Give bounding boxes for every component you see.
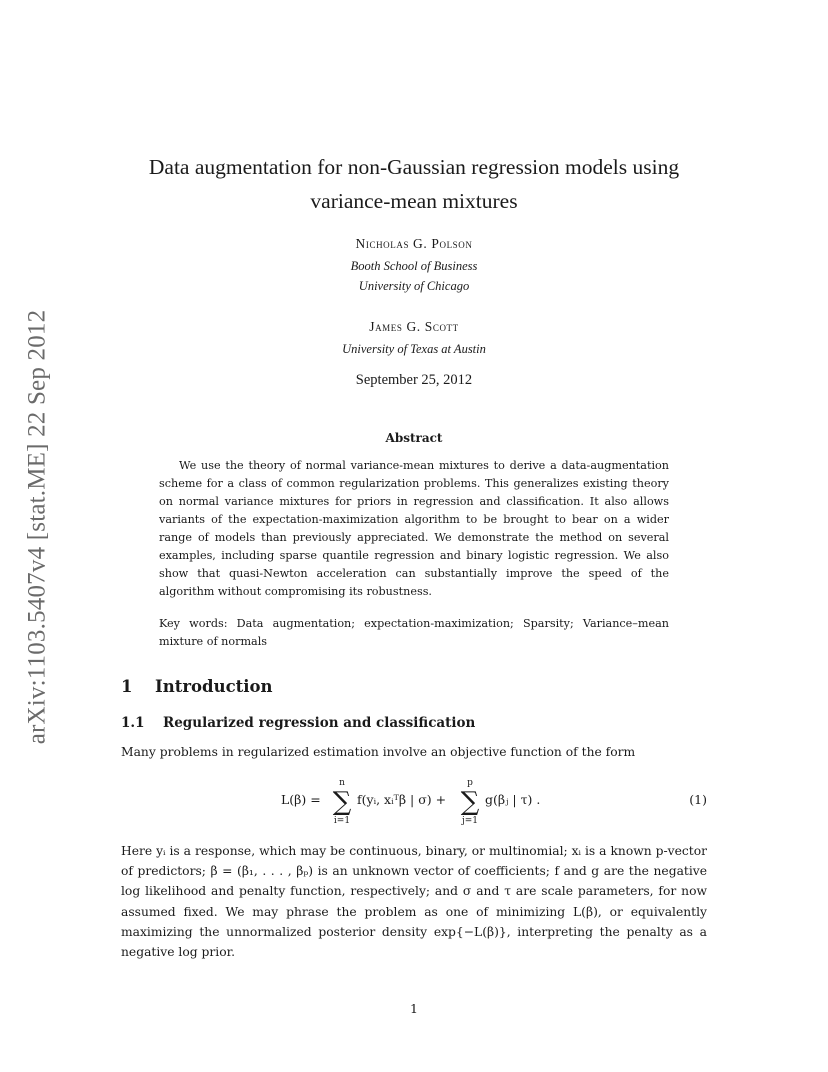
summation-2 — [455, 778, 485, 826]
section-heading — [121, 677, 273, 696]
title-line-1: Data augmentation for non-Gaussian regression models using — [148, 155, 680, 179]
arxiv-sidebar-stamp — [22, 288, 52, 766]
abstract-text: We use the theory of normal variance-mean mixtures to derive a data-augmentation scheme for a class of common regularization problems. This generalizes existing theory on normal variance mixtures for priors in regression and classification. It also allows variants of the expectation-maximization algorithm to be brought to bear on a wider range of models than previously appreciated. We demonstrate the method on several examples, including sparse quantile regression and binary logistic regression. We also show that quasi-Newton acceleration can substantially improve the speed of the algorithm without compromising its robustness. — [159, 459, 669, 598]
arxiv-id-label: arXiv:1103.5407v4 [stat.ME] 22 Sep 2012 — [23, 309, 51, 745]
title-line-2: variance-mean mixtures — [310, 189, 518, 213]
author-2-name: James G. Scott — [369, 319, 459, 334]
sigma-2: ∑ — [460, 787, 480, 817]
summation-1 — [327, 778, 357, 826]
keywords: Key words: Data augmentation; expectation-maximization; Sparsity; Variance–mean mixture of normals — [159, 617, 669, 648]
lead-sentence: Many problems in regularized estimation involve an objective function of the form — [121, 745, 636, 759]
equation-term-2: g(βⱼ | τ) . — [485, 792, 541, 807]
author-1-affiliation-1: Booth School of Business — [350, 259, 478, 273]
author-2-affiliation-1: University of Texas at Austin — [342, 342, 486, 356]
subsection-heading — [121, 715, 475, 731]
subsection-title: Regularized regression and classification — [163, 715, 476, 731]
sum-2-lower-limit: j=1 — [461, 816, 479, 826]
equation-term-1: f(yᵢ, xᵢᵀβ | σ) + — [357, 792, 447, 807]
equation-lhs: L(β) = — [281, 792, 321, 807]
subsection-number: 1.1 — [121, 715, 145, 731]
paper-date: September 25, 2012 — [355, 372, 473, 388]
sum-1-lower-limit: i=1 — [333, 816, 351, 826]
paper-title — [121, 150, 707, 218]
abstract-heading: Abstract — [385, 431, 443, 445]
sum-1-upper-limit: n — [339, 778, 345, 788]
section-title: Introduction — [155, 677, 273, 696]
equation-number: (1) — [689, 792, 707, 807]
author-1-name: Nicholas G. Polson — [355, 236, 473, 251]
sum-2-upper-limit: p — [467, 778, 473, 788]
sigma-1: ∑ — [332, 787, 352, 817]
author-1-affiliation-2: University of Chicago — [358, 279, 470, 293]
page-number: 1 — [410, 1001, 418, 1016]
body-paragraph: Here yᵢ is a response, which may be continuous, binary, or multinomial; xᵢ is a known p-vector of predictors; β = (β₁, . . . , βₚ) is an unknown vector of coefficients; f and g are the negative log likelihood and penalty function, respectively; and σ and τ are scale parameters, for now assumed fixed. We may phrase the problem as one of minimizing L(β), or equivalently maximizing the unnormalized posterior density exp{−L(β)}, interpreting the penalty as a negative log prior. — [121, 844, 707, 960]
equation-1 — [121, 778, 707, 830]
section-number: 1 — [121, 677, 133, 696]
